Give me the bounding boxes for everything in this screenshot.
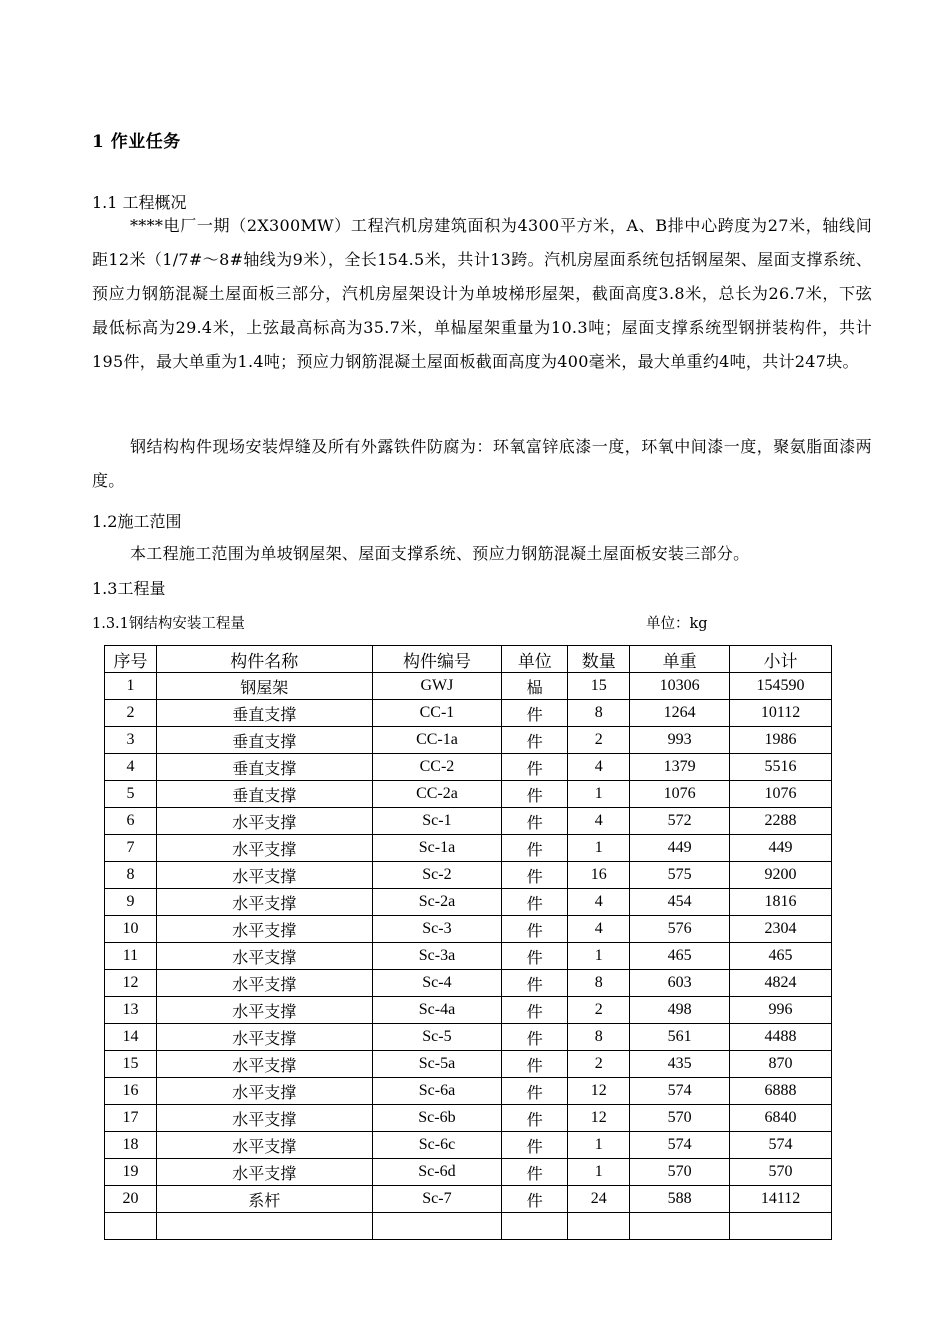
cell-subtotal: 14112 [730, 1186, 832, 1213]
cell-qty: 24 [568, 1186, 630, 1213]
cell-code: Sc-4 [372, 970, 502, 997]
cell-no: 10 [105, 916, 157, 943]
cell-unit: 件 [502, 781, 568, 808]
quantities-heading: 1.3工程量 [92, 579, 166, 598]
overview-paragraph-1: ****电厂一期（2X300MW）工程汽机房建筑面积为4300平方米，A、B排中心跨度为27米，轴线间距12米（1/7#～8#轴线为9米），全长154.5米，共计13跨。汽机房屋面系统包括钢屋架、屋面支撑系统、预应力钢筋混凝土屋面板三部分，汽机房屋架设计为单坡梯形屋架，截面高度3.8米，总长为26.7米，下弦最低标高为29.4米，上弦最高标高为35.7米，单榀屋架重量为10.3吨；屋面支撑系统型钢拼装构件，共计195件，最大单重为1.4吨；预应力钢筋混凝土屋面板截面高度为400毫米，最大单重约4吨，共计247块。 [92, 216, 872, 371]
cell-code: Sc-5a [372, 1051, 502, 1078]
overview-paragraph-2: 钢结构构件现场安装焊缝及所有外露铁件防腐为：环氧富锌底漆一度，环氧中间漆一度，聚氨脂面漆两度。 [92, 437, 872, 490]
table-row [105, 808, 832, 835]
cell-qty: 12 [568, 1105, 630, 1132]
cell-no: 17 [105, 1105, 157, 1132]
table-unit-label: 单位：kg [646, 616, 708, 632]
cell-qty: 1 [568, 1132, 630, 1159]
cell-code: Sc-2a [372, 889, 502, 916]
cell-unit: 件 [502, 835, 568, 862]
cell-weight [630, 1213, 730, 1240]
cell-subtotal: 465 [730, 943, 832, 970]
cell-no: 19 [105, 1159, 157, 1186]
cell-unit: 件 [502, 808, 568, 835]
cell-code: Sc-1a [372, 835, 502, 862]
cell-no: 15 [105, 1051, 157, 1078]
cell-unit: 件 [502, 916, 568, 943]
cell-name: 水平支撑 [156, 943, 372, 970]
cell-subtotal: 9200 [730, 862, 832, 889]
cell-qty: 4 [568, 754, 630, 781]
cell-code: Sc-2 [372, 862, 502, 889]
cell-unit: 件 [502, 1051, 568, 1078]
cell-name: 水平支撑 [156, 1051, 372, 1078]
cell-unit: 件 [502, 727, 568, 754]
cell-name: 钢屋架 [156, 673, 372, 700]
cell-subtotal: 5516 [730, 754, 832, 781]
cell-qty: 4 [568, 916, 630, 943]
table-row [105, 1186, 832, 1213]
cell-no: 12 [105, 970, 157, 997]
cell-qty: 1 [568, 943, 630, 970]
cell-qty: 15 [568, 673, 630, 700]
cell-unit: 件 [502, 700, 568, 727]
cell-qty: 8 [568, 700, 630, 727]
table-row [105, 1078, 832, 1105]
cell-weight: 1076 [630, 781, 730, 808]
table-row [105, 862, 832, 889]
cell-name [156, 1213, 372, 1240]
cell-unit: 件 [502, 1105, 568, 1132]
cell-unit [502, 1213, 568, 1240]
cell-weight: 570 [630, 1159, 730, 1186]
cell-code: Sc-6a [372, 1078, 502, 1105]
cell-code [372, 1213, 502, 1240]
cell-weight: 603 [630, 970, 730, 997]
cell-unit: 榀 [502, 673, 568, 700]
cell-code: Sc-3a [372, 943, 502, 970]
cell-unit: 件 [502, 862, 568, 889]
cell-weight: 435 [630, 1051, 730, 1078]
scope-heading: 1.2施工范围 [92, 512, 182, 531]
cell-unit: 件 [502, 1024, 568, 1051]
cell-name: 水平支撑 [156, 835, 372, 862]
table-row [105, 1132, 832, 1159]
cell-subtotal: 4824 [730, 970, 832, 997]
cell-no: 9 [105, 889, 157, 916]
cell-name: 垂直支撑 [156, 781, 372, 808]
table-caption: 1.3.1钢结构安装工程量 [92, 616, 245, 632]
table-row [105, 916, 832, 943]
cell-name: 水平支撑 [156, 916, 372, 943]
cell-no: 6 [105, 808, 157, 835]
cell-subtotal: 10112 [730, 700, 832, 727]
cell-code: Sc-6d [372, 1159, 502, 1186]
table-row [105, 835, 832, 862]
header-code: 构件编号 [372, 646, 502, 673]
cell-subtotal: 870 [730, 1051, 832, 1078]
cell-code: CC-2 [372, 754, 502, 781]
cell-name: 水平支撑 [156, 808, 372, 835]
cell-qty: 8 [568, 970, 630, 997]
cell-qty: 16 [568, 862, 630, 889]
cell-subtotal: 570 [730, 1159, 832, 1186]
cell-subtotal: 1816 [730, 889, 832, 916]
cell-code: Sc-5 [372, 1024, 502, 1051]
cell-qty: 1 [568, 1159, 630, 1186]
table-row [105, 1105, 832, 1132]
cell-no: 14 [105, 1024, 157, 1051]
cell-no: 18 [105, 1132, 157, 1159]
cell-weight: 570 [630, 1105, 730, 1132]
cell-unit: 件 [502, 997, 568, 1024]
cell-subtotal: 1986 [730, 727, 832, 754]
cell-qty: 12 [568, 1078, 630, 1105]
table-row [105, 727, 832, 754]
cell-name: 水平支撑 [156, 862, 372, 889]
cell-subtotal: 154590 [730, 673, 832, 700]
cell-subtotal: 574 [730, 1132, 832, 1159]
header-qty: 数量 [568, 646, 630, 673]
cell-no [105, 1213, 157, 1240]
cell-weight: 1379 [630, 754, 730, 781]
cell-qty: 4 [568, 808, 630, 835]
cell-weight: 10306 [630, 673, 730, 700]
cell-qty: 2 [568, 997, 630, 1024]
cell-no: 11 [105, 943, 157, 970]
cell-unit: 件 [502, 754, 568, 781]
cell-weight: 588 [630, 1186, 730, 1213]
cell-code: CC-1a [372, 727, 502, 754]
table-row [105, 1213, 832, 1240]
cell-unit: 件 [502, 889, 568, 916]
cell-code: Sc-3 [372, 916, 502, 943]
cell-subtotal: 6888 [730, 1078, 832, 1105]
cell-name: 垂直支撑 [156, 754, 372, 781]
table-row [105, 997, 832, 1024]
table-header-row [105, 646, 832, 673]
cell-subtotal [730, 1213, 832, 1240]
cell-weight: 454 [630, 889, 730, 916]
cell-weight: 576 [630, 916, 730, 943]
steel-quantity-table [104, 645, 832, 1240]
table-row [105, 781, 832, 808]
cell-code: GWJ [372, 673, 502, 700]
cell-code: CC-2a [372, 781, 502, 808]
cell-subtotal: 996 [730, 997, 832, 1024]
cell-subtotal: 449 [730, 835, 832, 862]
cell-no: 7 [105, 835, 157, 862]
table-row [105, 1159, 832, 1186]
cell-code: Sc-4a [372, 997, 502, 1024]
cell-name: 水平支撑 [156, 997, 372, 1024]
header-weight: 单重 [630, 646, 730, 673]
cell-no: 16 [105, 1078, 157, 1105]
header-no: 序号 [105, 646, 157, 673]
cell-weight: 572 [630, 808, 730, 835]
scope-paragraph: 本工程施工范围为单坡钢屋架、屋面支撑系统、预应力钢筋混凝土屋面板安装三部分。 [130, 544, 750, 563]
cell-weight: 1264 [630, 700, 730, 727]
cell-name: 垂直支撑 [156, 727, 372, 754]
table-row [105, 1024, 832, 1051]
header-name: 构件名称 [156, 646, 372, 673]
cell-name: 水平支撑 [156, 970, 372, 997]
cell-unit: 件 [502, 1132, 568, 1159]
cell-qty: 4 [568, 889, 630, 916]
table-row [105, 673, 832, 700]
cell-qty: 1 [568, 781, 630, 808]
cell-code: Sc-6c [372, 1132, 502, 1159]
cell-weight: 561 [630, 1024, 730, 1051]
cell-no: 1 [105, 673, 157, 700]
cell-no: 8 [105, 862, 157, 889]
cell-unit: 件 [502, 1078, 568, 1105]
cell-weight: 993 [630, 727, 730, 754]
table-row [105, 889, 832, 916]
cell-qty: 8 [568, 1024, 630, 1051]
table-row [105, 970, 832, 997]
cell-no: 20 [105, 1186, 157, 1213]
cell-code: Sc-7 [372, 1186, 502, 1213]
cell-name: 水平支撑 [156, 1024, 372, 1051]
cell-code: CC-1 [372, 700, 502, 727]
cell-no: 5 [105, 781, 157, 808]
cell-name: 水平支撑 [156, 1159, 372, 1186]
cell-unit: 件 [502, 1159, 568, 1186]
cell-name: 水平支撑 [156, 889, 372, 916]
cell-code: Sc-6b [372, 1105, 502, 1132]
cell-weight: 574 [630, 1078, 730, 1105]
cell-name: 水平支撑 [156, 1105, 372, 1132]
table-row [105, 700, 832, 727]
cell-name: 垂直支撑 [156, 700, 372, 727]
overview-heading: 1.1 工程概况 [92, 193, 187, 212]
cell-weight: 498 [630, 997, 730, 1024]
cell-qty: 2 [568, 1051, 630, 1078]
cell-unit: 件 [502, 1186, 568, 1213]
header-unit: 单位 [502, 646, 568, 673]
cell-code: Sc-1 [372, 808, 502, 835]
table-row [105, 1051, 832, 1078]
cell-name: 水平支撑 [156, 1132, 372, 1159]
cell-weight: 575 [630, 862, 730, 889]
cell-subtotal: 2304 [730, 916, 832, 943]
cell-no: 13 [105, 997, 157, 1024]
section-title: 1 作业任务 [92, 132, 181, 152]
cell-unit: 件 [502, 943, 568, 970]
table-row [105, 754, 832, 781]
cell-subtotal: 4488 [730, 1024, 832, 1051]
cell-qty: 1 [568, 835, 630, 862]
cell-weight: 465 [630, 943, 730, 970]
cell-name: 系杆 [156, 1186, 372, 1213]
cell-qty [568, 1213, 630, 1240]
header-subtotal: 小计 [730, 646, 832, 673]
cell-no: 4 [105, 754, 157, 781]
cell-subtotal: 1076 [730, 781, 832, 808]
cell-no: 3 [105, 727, 157, 754]
cell-subtotal: 6840 [730, 1105, 832, 1132]
cell-unit: 件 [502, 970, 568, 997]
table-row [105, 943, 832, 970]
cell-weight: 574 [630, 1132, 730, 1159]
cell-name: 水平支撑 [156, 1078, 372, 1105]
cell-qty: 2 [568, 727, 630, 754]
cell-weight: 449 [630, 835, 730, 862]
cell-no: 2 [105, 700, 157, 727]
cell-subtotal: 2288 [730, 808, 832, 835]
